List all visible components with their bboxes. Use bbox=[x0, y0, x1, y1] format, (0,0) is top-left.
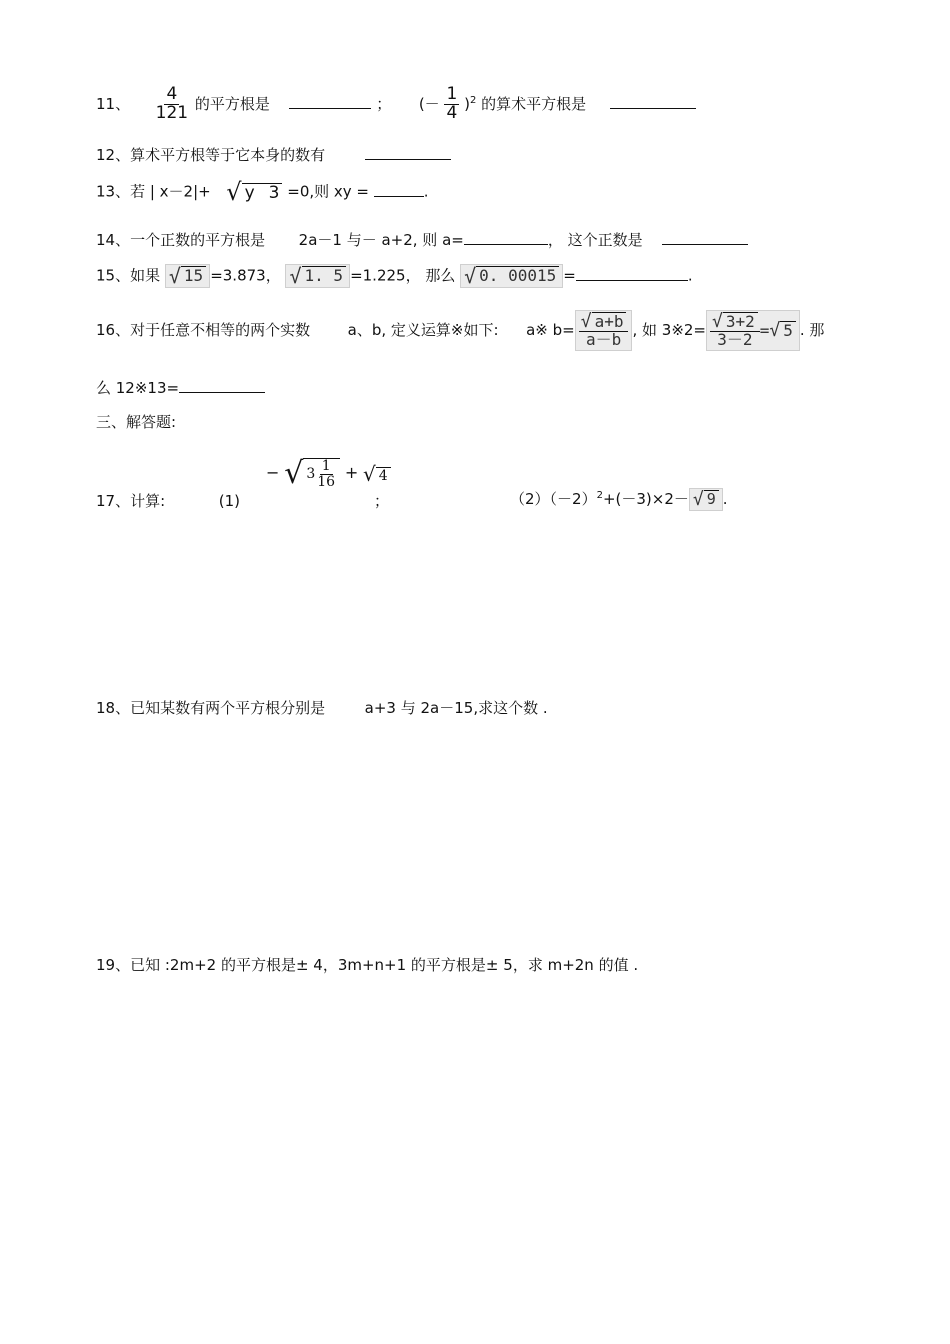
q17-part-1-label: (1) bbox=[218, 492, 240, 510]
q14-answer-blank-a[interactable] bbox=[464, 230, 548, 245]
q13-prefix: 13、若 | x－2|+ bbox=[96, 182, 211, 201]
q17-part-2-rest: +(－3)×2－ bbox=[602, 490, 689, 508]
q15-end: . bbox=[687, 266, 693, 285]
q15-value-1: =3.873， bbox=[210, 266, 281, 285]
q17-label: 17、计算: bbox=[96, 492, 166, 510]
q15-sqrt-1-5-image bbox=[285, 264, 350, 288]
radical-sign-icon: √ bbox=[226, 178, 242, 206]
q14-answer-blank-number[interactable] bbox=[662, 230, 748, 245]
q15-answer-blank[interactable] bbox=[576, 266, 688, 281]
section-3-heading bbox=[96, 411, 176, 432]
section-3-title: 三、解答题: bbox=[96, 413, 177, 431]
radical-sign-icon: √ bbox=[363, 461, 376, 486]
q11-text-2: 的算术平方根是 bbox=[481, 94, 587, 113]
q11-frac-denominator: 121 bbox=[155, 102, 189, 123]
q15-sqrt-0-00015-image bbox=[460, 264, 563, 288]
q17-mixed-whole: 3 bbox=[306, 466, 316, 483]
q16-example-equals: = bbox=[759, 321, 770, 341]
q17-part-2-exponent: 2 bbox=[596, 490, 603, 501]
q16-example-result: 5 bbox=[780, 321, 796, 340]
q16-example-denominator: 3－2 bbox=[717, 330, 753, 350]
q17-semicolon-wrap bbox=[374, 490, 389, 511]
question-18 bbox=[96, 697, 548, 718]
q11-fraction-4-121 bbox=[154, 86, 190, 123]
q11-paren-close: ) bbox=[464, 94, 470, 113]
radical-sign-icon: √ bbox=[580, 311, 592, 333]
question-15 bbox=[96, 264, 693, 288]
q11-text-1: 的平方根是 bbox=[194, 94, 270, 113]
q16-example-formula-image bbox=[706, 310, 800, 351]
question-11 bbox=[96, 86, 696, 123]
q17-part-2-text: （2）（－2） bbox=[510, 490, 597, 508]
radical-sign-icon: √ bbox=[712, 311, 723, 333]
q11-frac-numerator: 4 bbox=[166, 84, 178, 104]
radical-sign-icon: √ bbox=[769, 319, 781, 341]
q11-frac2-numerator: 1 bbox=[446, 84, 458, 104]
q11-frac2-denominator: 4 bbox=[446, 102, 458, 123]
question-16 bbox=[96, 310, 824, 351]
q13-sqrt bbox=[226, 180, 282, 204]
q18-text: 18、已知某数有两个平方根分别是 bbox=[96, 699, 326, 717]
q16-example-prefix: , 如 3※2= bbox=[632, 321, 706, 340]
q16-line-2-text: 么 12※13= bbox=[96, 379, 180, 397]
q17-sqrt-9-image bbox=[689, 488, 723, 510]
q15-prefix: 15、如果 bbox=[96, 266, 161, 285]
q17-minus: − bbox=[266, 463, 280, 483]
q14-text: 14、一个正数的平方根是 bbox=[96, 231, 266, 249]
q11-paren-open: (－ bbox=[418, 94, 440, 113]
q17-part-1-formula-image bbox=[266, 456, 391, 492]
q15-value-2: =1.225， 那么 bbox=[350, 266, 456, 285]
q16-example-numerator: 3+2 bbox=[723, 312, 758, 331]
q17-plus: + bbox=[344, 463, 359, 483]
q13-end: . bbox=[423, 182, 429, 201]
radical-sign-icon: √ bbox=[692, 488, 704, 510]
q14-expression: 2a－1 与－ a+2, 则 a= bbox=[298, 231, 464, 249]
radical-sign-icon: √ bbox=[284, 456, 304, 492]
q11-number: 11、 bbox=[96, 94, 131, 113]
q17-part-2 bbox=[510, 488, 728, 511]
q11-exponent: 2 bbox=[469, 94, 477, 106]
q11-answer-blank-2[interactable] bbox=[610, 94, 696, 109]
question-16-line-2 bbox=[96, 377, 265, 398]
q14-text-2: ， 这个正数是 bbox=[547, 231, 643, 249]
q16-answer-blank[interactable] bbox=[179, 378, 265, 393]
q13-radicand-3: 3 bbox=[268, 183, 280, 204]
q16-tail: . 那 bbox=[799, 321, 825, 340]
q16-vars: a、b, 定义运算※如下: bbox=[347, 321, 499, 340]
q18-expression: a+3 与 2a－15,求这个数 . bbox=[364, 699, 548, 717]
q17-mixed-numerator: 1 bbox=[321, 458, 331, 474]
q15-radicand-2: 1. 5 bbox=[302, 266, 347, 285]
q13-radicand-y: y bbox=[244, 183, 255, 204]
q17-semicolon: ； bbox=[374, 492, 390, 510]
q13-answer-blank[interactable] bbox=[374, 182, 424, 197]
q15-equals: = bbox=[563, 266, 576, 285]
q16-definition-formula-image bbox=[575, 310, 633, 351]
q16-def-numerator: a+b bbox=[592, 312, 627, 331]
q13-suffix: =0,则 xy = bbox=[287, 182, 370, 201]
q17-mixed-denominator: 16 bbox=[317, 473, 336, 490]
q15-radicand-1: 15 bbox=[181, 266, 206, 285]
radical-sign-icon: √ bbox=[168, 264, 181, 288]
radical-sign-icon: √ bbox=[464, 264, 477, 288]
q12-text: 12、算术平方根等于它本身的数有 bbox=[96, 146, 326, 164]
q17-radicand-9: 9 bbox=[704, 490, 719, 508]
question-19 bbox=[96, 954, 638, 975]
q16-def-lhs: a※ b= bbox=[526, 321, 575, 340]
question-17 bbox=[96, 490, 240, 511]
q15-radicand-3: 0. 00015 bbox=[476, 266, 559, 285]
q16-def-denominator: a－b bbox=[585, 330, 622, 350]
radical-sign-icon: √ bbox=[289, 264, 302, 288]
q15-sqrt-15-image bbox=[165, 264, 210, 288]
question-13 bbox=[96, 180, 429, 204]
q17-radicand-4: 4 bbox=[376, 467, 391, 484]
question-14 bbox=[96, 229, 748, 250]
q11-answer-blank-1[interactable] bbox=[289, 94, 371, 109]
q16-prefix: 16、对于任意不相等的两个实数 bbox=[96, 321, 311, 340]
q19-text: 19、已知 :2m+2 的平方根是± 4，3m+n+1 的平方根是± 5，求 m+2n 的值 . bbox=[96, 956, 639, 974]
q12-answer-blank[interactable] bbox=[365, 145, 451, 160]
q17-part-2-end: . bbox=[722, 490, 728, 508]
q11-semicolon: ； bbox=[376, 94, 392, 113]
question-12 bbox=[96, 144, 451, 165]
q11-fraction-1-4 bbox=[444, 86, 459, 123]
